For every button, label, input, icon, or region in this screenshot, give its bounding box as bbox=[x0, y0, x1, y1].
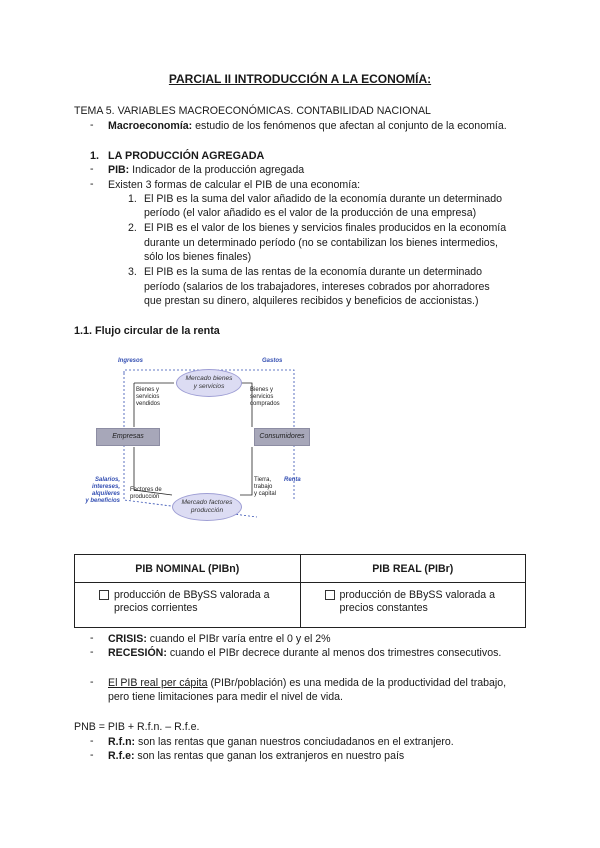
pib-capita-text: (PIBr/población) es una medida de la productividad del trabajo, bbox=[207, 677, 507, 689]
bullet-dash: - bbox=[90, 632, 94, 644]
header-nominal: PIB NOMINAL (PIBn) bbox=[75, 555, 301, 583]
crisis-term: CRISIS: bbox=[108, 633, 147, 645]
renta-label: Renta bbox=[284, 477, 301, 483]
cell-nominal bbox=[75, 583, 301, 628]
label-line: intereses, bbox=[91, 484, 120, 490]
pib-capita-definition bbox=[108, 676, 506, 690]
table-header-row bbox=[75, 555, 526, 583]
bullet-dash: - bbox=[90, 646, 94, 658]
ellipse-text: y servicios bbox=[193, 383, 225, 390]
recesion-text: cuando el PIBr decrece durante al menos dos trimestres consecutivos. bbox=[166, 647, 502, 659]
forma-line: durante un determinado período (no se contabilizan los bienes intermedios, bbox=[144, 237, 498, 249]
crisis-definition bbox=[108, 632, 331, 646]
pib-capita-term: El PIB real per cápita bbox=[108, 677, 208, 689]
formas-intro: Existen 3 formas de calcular el PIB de una economía: bbox=[108, 179, 361, 191]
factores-label bbox=[130, 487, 162, 501]
ingresos-label: Ingresos bbox=[118, 358, 144, 364]
gastos-label: Gastos bbox=[262, 358, 283, 364]
pib-text: Indicador de la producción agregada bbox=[129, 164, 305, 176]
label-line: Tierra, bbox=[254, 477, 272, 483]
section-number: 1. bbox=[90, 150, 100, 162]
pib-term: PIB: bbox=[108, 164, 130, 176]
label-line: Salarios, bbox=[94, 477, 120, 483]
rfe-term: R.f.e: bbox=[108, 750, 135, 762]
label-line: alquileres bbox=[91, 491, 120, 497]
forma-line: sólo los bienes finales) bbox=[144, 251, 252, 263]
label-line: y capital bbox=[254, 491, 277, 497]
tierra-label bbox=[254, 477, 276, 498]
bienes-vendidos-label bbox=[136, 387, 160, 408]
page-title: PARCIAL II INTRODUCCIÓN A LA ECONOMÍA: bbox=[168, 72, 432, 86]
cell-line: producción de BBySS valorada a bbox=[339, 589, 495, 601]
macro-definition bbox=[108, 119, 507, 133]
rfn-term: R.f.n: bbox=[108, 736, 136, 748]
label-line: comprados bbox=[250, 401, 280, 407]
checkbox-icon bbox=[99, 590, 109, 600]
tema-heading: TEMA 5. VARIABLES MACROECONÓMICAS. CONTABILIDAD NACIONAL bbox=[74, 105, 431, 117]
rfe-definition bbox=[108, 749, 404, 763]
subsection-title: 1.1. Flujo circular de la renta bbox=[74, 325, 220, 337]
checkbox-icon bbox=[325, 590, 335, 600]
rfn-definition bbox=[108, 735, 454, 749]
recesion-definition bbox=[108, 646, 501, 660]
macro-text: estudio de los fenómenos que afectan al conjunto de la economía. bbox=[192, 120, 507, 132]
label-line: servicios bbox=[136, 394, 160, 400]
label-line: Factores de bbox=[130, 487, 162, 493]
forma-line: El PIB es la suma de las rentas de la economía durante un determinado bbox=[144, 266, 483, 278]
mercado-bienes-ellipse bbox=[176, 369, 242, 397]
label-line: vendidos bbox=[136, 401, 161, 407]
cell-line: producción de BBySS valorada a bbox=[114, 589, 270, 601]
pib-capita-line2: pero tiene limitaciones para medir el nivel de vida. bbox=[108, 691, 343, 703]
cell-line: precios corrientes bbox=[114, 602, 198, 614]
label-line: Bienes y bbox=[250, 387, 274, 393]
forma-line: período (salarios de los trabajadores, intereses cobrados por ahorradores bbox=[144, 281, 490, 293]
crisis-text: cuando el PIBr varía entre el 0 y el 2% bbox=[146, 633, 331, 645]
label-line: Bienes y bbox=[136, 387, 160, 393]
bienes-comprados-label bbox=[250, 387, 280, 408]
forma-line: El PIB es el valor de los bienes y servicios finales producidos en la economía bbox=[144, 222, 507, 234]
label-line: servicios bbox=[250, 394, 274, 400]
bullet-dash: - bbox=[90, 735, 94, 747]
label-line: producción bbox=[130, 494, 160, 500]
forma-number: 1. bbox=[128, 193, 137, 205]
ellipse-text: Mercado bienes bbox=[185, 375, 233, 382]
rfn-text: son las rentas que ganan nuestros conciudadanos en el extranjero. bbox=[135, 736, 454, 748]
label-line: y beneficios bbox=[85, 498, 120, 504]
label-line: trabajo bbox=[254, 484, 273, 490]
arrow-line bbox=[240, 447, 252, 495]
salarios-label bbox=[82, 477, 120, 505]
bullet-dash: - bbox=[90, 178, 94, 190]
ellipse-text: Mercado factores bbox=[181, 499, 233, 506]
circular-flow-diagram bbox=[82, 355, 310, 520]
bullet-dash: - bbox=[90, 163, 94, 175]
macro-term: Macroeconomía: bbox=[108, 120, 193, 132]
pib-definition bbox=[108, 163, 304, 177]
consumidores-box: Consumidores bbox=[254, 428, 310, 446]
forma-line: período (el valor añadido es el valor de la producción de una empresa) bbox=[144, 207, 477, 219]
rfe-text: son las rentas que ganan los extranjeros en nuestro país bbox=[134, 750, 405, 762]
cell-line: precios constantes bbox=[339, 602, 428, 614]
empresas-box: Empresas bbox=[96, 428, 160, 446]
section-title: LA PRODUCCIÓN AGREGADA bbox=[108, 150, 265, 162]
table-row bbox=[75, 583, 526, 628]
forma-number: 3. bbox=[128, 266, 137, 278]
recesion-term: RECESIÓN: bbox=[108, 647, 167, 659]
cell-real bbox=[300, 583, 526, 628]
forma-number: 2. bbox=[128, 222, 137, 234]
pnb-formula: PNB = PIB + R.f.n. – R.f.e. bbox=[74, 721, 200, 733]
header-real: PIB REAL (PIBr) bbox=[300, 555, 526, 583]
pib-comparison-table bbox=[74, 554, 526, 628]
bullet-dash: - bbox=[90, 676, 94, 688]
forma-line: El PIB es la suma del valor añadido de la economía durante un determinado bbox=[144, 193, 503, 205]
bullet-dash: - bbox=[90, 749, 94, 761]
bullet-dash: - bbox=[90, 119, 94, 131]
ellipse-text: producción bbox=[190, 507, 224, 514]
forma-line: que prestan su dinero, alquileres recibidos y beneficios de accionistas.) bbox=[144, 295, 479, 307]
mercado-factores-ellipse bbox=[172, 493, 242, 521]
